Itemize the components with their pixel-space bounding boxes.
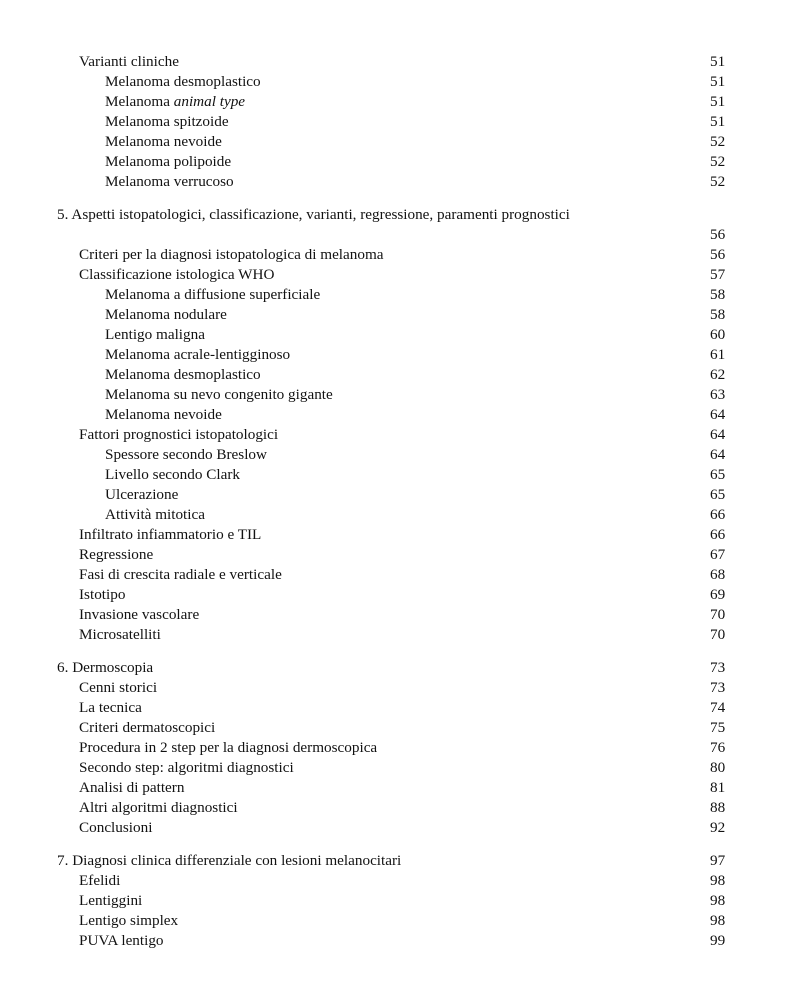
toc-entry-page-number: 65 xyxy=(710,486,726,503)
toc-entry[interactable] xyxy=(0,585,798,605)
toc-entry-label: Classificazione istologica WHO xyxy=(79,266,275,283)
toc-entry-label: Melanoma animal type xyxy=(105,93,246,110)
toc-entry-page-number: 66 xyxy=(710,506,726,523)
toc-entry-page-number: 62 xyxy=(710,366,726,383)
toc-entry-label: Secondo step: algoritmi diagnostici xyxy=(79,759,294,776)
toc-entry-label: Lentigo simplex xyxy=(79,912,179,929)
toc-entry-label: Procedura in 2 step per la diagnosi dermoscopica xyxy=(79,739,378,756)
toc-entry-page-number: 51 xyxy=(710,113,726,130)
toc-entry[interactable] xyxy=(0,425,798,445)
toc-entry[interactable] xyxy=(0,625,798,645)
toc-entry-label: Conclusioni xyxy=(79,819,153,836)
toc-entry-label: Infiltrato infiammatorio e TIL xyxy=(79,526,262,543)
toc-entry[interactable] xyxy=(0,525,798,545)
toc-entry[interactable] xyxy=(0,72,798,92)
toc-entry-label: Melanoma verrucoso xyxy=(105,173,234,190)
toc-entry[interactable] xyxy=(0,545,798,565)
toc-entry[interactable] xyxy=(0,385,798,405)
toc-entry-page-number: 52 xyxy=(710,153,726,170)
toc-entry-page-number: 98 xyxy=(710,892,726,909)
toc-entry-page-number: 80 xyxy=(710,759,726,776)
table-of-contents xyxy=(0,52,798,951)
toc-entry[interactable] xyxy=(0,818,798,838)
toc-entry[interactable] xyxy=(0,485,798,505)
toc-entry-label: Melanoma desmoplastico xyxy=(105,73,261,90)
toc-entry[interactable] xyxy=(0,172,798,192)
toc-entry-page-number: 63 xyxy=(710,386,726,403)
toc-entry-page-number: 73 xyxy=(710,679,726,696)
toc-entry-label: Ulcerazione xyxy=(105,486,179,503)
toc-entry[interactable] xyxy=(0,658,798,678)
toc-entry[interactable] xyxy=(0,698,798,718)
toc-entry-label: Melanoma polipoide xyxy=(105,153,232,170)
toc-entry[interactable] xyxy=(0,152,798,172)
toc-entry-label: Regressione xyxy=(79,546,154,563)
toc-entry[interactable] xyxy=(0,911,798,931)
toc-entry-label: La tecnica xyxy=(79,699,142,716)
toc-entry-page-number: 76 xyxy=(710,739,726,756)
toc-entry-page-number: 69 xyxy=(710,586,726,603)
toc-entry[interactable] xyxy=(0,891,798,911)
toc-entry[interactable] xyxy=(0,92,798,112)
toc-entry-label: Melanoma nodulare xyxy=(105,306,227,323)
toc-entry[interactable] xyxy=(0,345,798,365)
toc-entry-label: Melanoma acrale-lentigginoso xyxy=(105,346,291,363)
toc-entry-label: Varianti cliniche xyxy=(79,53,179,70)
toc-entry-page-number: 52 xyxy=(710,133,726,150)
toc-entry-label: Microsatelliti xyxy=(79,626,161,643)
toc-entry[interactable] xyxy=(0,758,798,778)
toc-entry-page-number: 57 xyxy=(710,266,726,283)
toc-entry-page-number: 61 xyxy=(710,346,726,363)
toc-section-group xyxy=(0,205,798,645)
toc-entry-label: Melanoma a diffusione superficiale xyxy=(105,286,321,303)
toc-entry-page-number: 92 xyxy=(710,819,726,836)
toc-entry[interactable] xyxy=(0,205,798,245)
toc-entry[interactable] xyxy=(0,778,798,798)
toc-entry-label: Efelidi xyxy=(79,872,121,889)
toc-entry-label: Fasi di crescita radiale e verticale xyxy=(79,566,282,583)
toc-entry-page-number: 51 xyxy=(710,53,726,70)
toc-entry-page-number: 75 xyxy=(710,719,726,736)
toc-entry-label: Melanoma nevoide xyxy=(105,406,222,423)
toc-entry-page-number: 56 xyxy=(710,226,726,243)
toc-entry-page-number: 88 xyxy=(710,799,726,816)
toc-entry-page-number: 60 xyxy=(710,326,726,343)
toc-entry[interactable] xyxy=(0,365,798,385)
toc-entry-page-number: 64 xyxy=(710,446,726,463)
toc-entry[interactable] xyxy=(0,305,798,325)
toc-entry-label: Lentigo maligna xyxy=(105,326,205,343)
toc-entry-page-number: 81 xyxy=(710,779,726,796)
toc-entry-page-number: 70 xyxy=(710,626,726,643)
toc-entry-label: Livello secondo Clark xyxy=(105,466,240,483)
toc-section-group xyxy=(0,658,798,838)
toc-entry[interactable] xyxy=(0,565,798,585)
toc-entry[interactable] xyxy=(0,245,798,265)
toc-section-group xyxy=(0,851,798,951)
toc-entry-label: PUVA lentigo xyxy=(79,932,164,949)
toc-entry-label: Criteri per la diagnosi istopatologica di melanoma xyxy=(79,246,384,263)
toc-entry[interactable] xyxy=(0,931,798,951)
toc-entry-page-number: 65 xyxy=(710,466,726,483)
toc-entry-page-number: 66 xyxy=(710,526,726,543)
toc-entry-page-number: 56 xyxy=(710,246,726,263)
toc-entry-label: 7. Diagnosi clinica differenziale con lesioni melanocitari xyxy=(57,852,402,869)
toc-entry[interactable] xyxy=(0,605,798,625)
toc-entry-page-number: 64 xyxy=(710,406,726,423)
toc-entry-page-number: 67 xyxy=(710,546,726,563)
toc-entry-label: Melanoma su nevo congenito gigante xyxy=(105,386,333,403)
toc-entry-page-number: 58 xyxy=(710,306,726,323)
toc-entry[interactable] xyxy=(0,718,798,738)
toc-entry[interactable] xyxy=(0,405,798,425)
toc-entry-page-number: 99 xyxy=(710,932,726,949)
toc-entry[interactable] xyxy=(0,325,798,345)
toc-entry[interactable] xyxy=(0,265,798,285)
toc-entry-label: Criteri dermatoscopici xyxy=(79,719,216,736)
toc-entry-label: Lentiggini xyxy=(79,892,143,909)
toc-entry-label: Analisi di pattern xyxy=(79,779,185,796)
toc-entry[interactable] xyxy=(0,285,798,305)
toc-entry-label-italic: animal type xyxy=(173,93,246,110)
toc-entry[interactable] xyxy=(0,738,798,758)
toc-entry-page-number: 64 xyxy=(710,426,726,443)
toc-entry-page-number: 74 xyxy=(710,699,726,716)
toc-entry-label: 5. Aspetti istopatologici, classificazione, varianti, regressione, paramenti prognostici xyxy=(57,206,570,223)
toc-entry-label: 6. Dermoscopia xyxy=(57,659,154,676)
toc-entry-page-number: 68 xyxy=(710,566,726,583)
toc-entry-page-number: 70 xyxy=(710,606,726,623)
toc-entry-page-number: 98 xyxy=(710,912,726,929)
toc-entry-page-number: 52 xyxy=(710,173,726,190)
toc-entry[interactable] xyxy=(0,798,798,818)
toc-entry-label: Attività mitotica xyxy=(105,506,205,523)
toc-entry[interactable] xyxy=(0,678,798,698)
toc-entry[interactable] xyxy=(0,445,798,465)
toc-entry-label: Cenni storici xyxy=(79,679,158,696)
toc-entry[interactable] xyxy=(0,112,798,132)
toc-entry-label: Altri algoritmi diagnostici xyxy=(79,799,238,816)
toc-entry[interactable] xyxy=(0,851,798,871)
toc-entry-page-number: 51 xyxy=(710,73,726,90)
toc-entry-page-number: 98 xyxy=(710,872,726,889)
toc-entry[interactable] xyxy=(0,132,798,152)
toc-entry[interactable] xyxy=(0,465,798,485)
toc-entry-label: Invasione vascolare xyxy=(79,606,200,623)
toc-entry[interactable] xyxy=(0,505,798,525)
toc-entry-label: Melanoma spitzoide xyxy=(105,113,229,130)
toc-entry-label: Spessore secondo Breslow xyxy=(105,446,267,463)
toc-entry-label: Fattori prognostici istopatologici xyxy=(79,426,279,443)
toc-entry-page-number: 51 xyxy=(710,93,726,110)
toc-entry[interactable] xyxy=(0,52,798,72)
toc-entry-label: Melanoma desmoplastico xyxy=(105,366,261,383)
toc-entry-page-number: 97 xyxy=(710,852,726,869)
toc-entry-page-number: 58 xyxy=(710,286,726,303)
toc-section-group xyxy=(0,52,798,192)
toc-entry-label: Istotipo xyxy=(79,586,126,603)
toc-entry-page-number: 73 xyxy=(710,659,726,676)
toc-entry[interactable] xyxy=(0,871,798,891)
toc-entry-label: Melanoma nevoide xyxy=(105,133,222,150)
